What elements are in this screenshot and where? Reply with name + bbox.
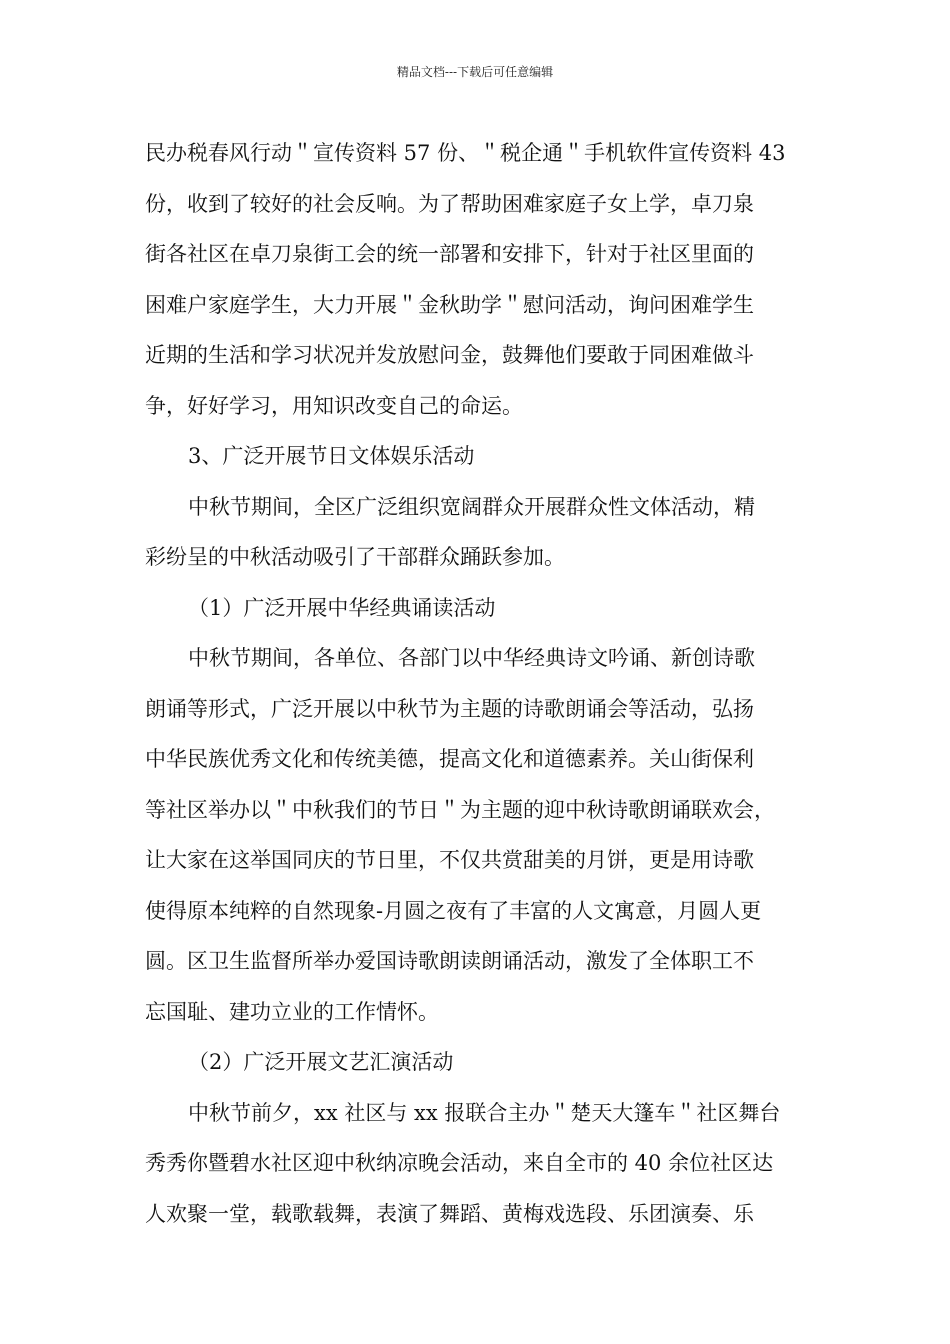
text-line: 人欢聚一堂，载歌载舞，表演了舞蹈、黄梅戏选段、乐团演奏、乐 xyxy=(145,1201,754,1226)
text-line: 等社区举办以＂中秋我们的节日＂为主题的迎中秋诗歌朗诵联欢会， xyxy=(145,797,775,822)
subsection-heading: （2）广泛开展文艺汇演活动 xyxy=(188,1050,454,1074)
text-line: 彩纷呈的中秋活动吸引了干部群众踊跃参加。 xyxy=(145,545,565,569)
text-line: 近期的生活和学习状况并发放慰问金，鼓舞他们要敢于同困难做斗 xyxy=(145,343,754,367)
document-body xyxy=(145,128,810,1239)
subsection-heading: （1）广泛开展中华经典诵读活动 xyxy=(188,595,496,620)
text-line: 困难户家庭学生，大力开展＂金秋助学＂慰问活动，询问困难学生 xyxy=(145,292,754,317)
text-line: 忘国耻、建功立业的工作情怀。 xyxy=(145,999,439,1024)
text-line: 圆。区卫生监督所举办爱国诗歌朗读朗诵活动，激发了全体职工不 xyxy=(145,949,754,973)
text-line: 街各社区在卓刀泉街工会的统一部署和安排下，针对于社区里面的 xyxy=(145,242,754,266)
text-line: 中秋节前夕，xx 社区与 xx 报联合主办＂楚天大篷车＂社区舞台 xyxy=(188,1100,781,1125)
text-line: 争，好好学习，用知识改变自己的命运。 xyxy=(145,393,523,418)
text-line: 让大家在这举国同庆的节日里，不仅共赏甜美的月饼，更是用诗歌 xyxy=(145,848,754,872)
text-line: 民办税春风行动＂宣传资料 57 份、＂税企通＂手机软件宣传资料 43 xyxy=(145,141,786,165)
text-line: 份，收到了较好的社会反响。为了帮助困难家庭子女上学，卓刀泉 xyxy=(145,191,754,216)
text-line: 中秋节期间，全区广泛组织宽阔群众开展群众性文体活动，精 xyxy=(188,494,755,519)
text-line: 秀秀你暨碧水社区迎中秋纳凉晚会活动，来自全市的 40 余位社区达 xyxy=(145,1151,774,1175)
section-heading: 3、广泛开展节日文体娱乐活动 xyxy=(188,444,475,468)
text-line: 中秋节期间，各单位、各部门以中华经典诗文吟诵、新创诗歌 xyxy=(188,646,755,670)
page-header: 精品文档---下载后可任意编辑 xyxy=(396,65,554,79)
text-line: 使得原本纯粹的自然现象-月圆之夜有了丰富的人文寓意，月圆人更 xyxy=(145,898,762,923)
text-line: 中华民族优秀文化和传统美德，提高文化和道德素养。关山街保利 xyxy=(145,747,754,771)
text-line: 朗诵等形式，广泛开展以中秋节为主题的诗歌朗诵会等活动，弘扬 xyxy=(145,696,754,721)
